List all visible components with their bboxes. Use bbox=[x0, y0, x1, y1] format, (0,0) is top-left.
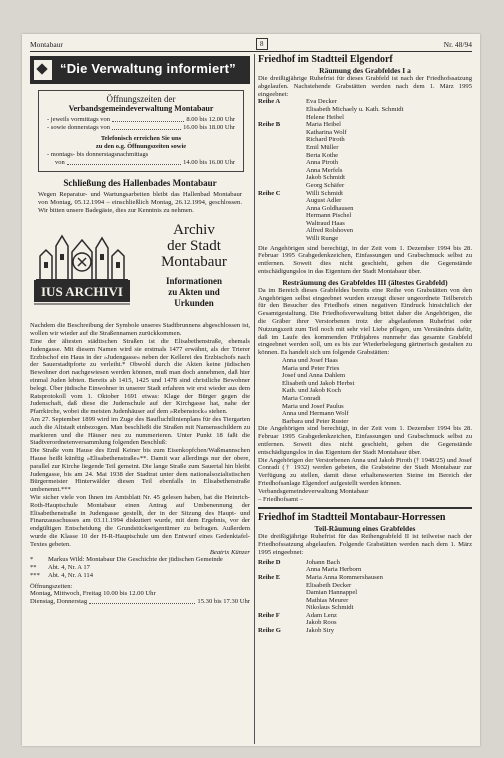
hours-row-label: - jeweils vormittags von bbox=[47, 116, 111, 123]
list-item: Johann Bach bbox=[306, 558, 340, 566]
list-item: Maria Anna Rommershausen bbox=[306, 573, 383, 581]
list-item: Josef und Anna Dahlem bbox=[282, 372, 346, 380]
archiv-paragraph: Die Straße vom Hause des Emil Keiner bis zum Eisenkopfchen/Waßmannschen Hause heißt künftig »Elisabethenstraße«**. Damit war allerdings nur der obere, parallel zur Kirche liegende Teil gemeint. Die lange Straße zum Sauertal hin bleibt Judengasse, bis am 24. Mai 1938 der Stadtrat unter dem nationalsozialistischen Bürgermeister Hinterwälder diesen Teil ebenfalls in Elisabethenstraße umbenennt.*** bbox=[30, 447, 250, 494]
banner-title: “Die Verwaltung informiert” bbox=[60, 61, 236, 76]
elgendorf-para: Die Angehörigen sind berechtigt, in der Zeit vom 1. Dezember 1994 bis 28. Februar 1995 Grabgedenkzeichen, Einfassungen und Grabschmuck selbst zu entfernen. Soweit dies nicht geschieht, gehen die Gegenstände entschädigungslos in das Eigentum der Stadt Montabaur über. bbox=[258, 244, 472, 276]
horressen-subtitle: Teil-Räumung eines Grabfeldes bbox=[314, 524, 416, 534]
archiv-subtitle bbox=[138, 276, 250, 309]
info-banner bbox=[30, 56, 250, 84]
logo-text: IUS ARCHIVI bbox=[41, 284, 123, 300]
footnote: * Markus Wild: Montabaur Die Geschichte der jüdischen Gemeinde bbox=[30, 556, 223, 564]
list-item: Elisabeth Michaely u. Kath. Schmidt bbox=[306, 105, 404, 113]
list-item: Katharina Wolf bbox=[306, 128, 347, 136]
table-row: Reihe F Adam Lenz Jakob Roos bbox=[258, 612, 383, 627]
right-column bbox=[258, 54, 472, 635]
archiv-paragraph: Eine der ältesten städtischen Straßen ist die Elisabethenstraße, ehemals Judengasse. Mit diesem Namen wird sie erstmals 1477 erwähnt, als der Trierer Erzbischof ein Haus in der »Judengasse« neben der Kellerei des Erzbischofs nach der Sauerstadtpforte zu verleiht.* Obwohl durch die Akten keine jüdischen Bewohner dort nachgewiesen werden können, muß man doch annehmen, daß hier einmal Juden lebten. Bereits ab 1415, 1425 und 1478 sind christliche Bewohner belegt. Über jüdische Einwohner in unserer Stadt erfahren wir erst wieder aus dem Ratsprotokoll vom 1. Oktober 1691 etwas: Klage der Bürger gegen die Judenschaft, daß diese die Judenschule auf der Kirchgasse hat, nahe der Pfarrkirche, wobei die meisten Judenhäuser auf dem »Rebenstock« stehen. bbox=[30, 337, 250, 416]
list-item: Maria und Peter Fries bbox=[282, 364, 340, 372]
header-rule bbox=[30, 51, 472, 52]
list-item: Richard Piroth bbox=[306, 136, 345, 144]
elgendorf-sign: Verbandsgemeindeverwaltung Montabaur bbox=[258, 487, 369, 495]
list-item: Jakob Schmidt bbox=[306, 174, 346, 182]
elgendorf-sign-2: – Friedhofsamt – bbox=[258, 495, 304, 503]
left-column bbox=[30, 54, 250, 606]
hours-row-value: 16.00 bis 18.00 Uhr bbox=[183, 124, 235, 131]
archiv-hours-title: Öffnungszeiten: bbox=[30, 582, 73, 590]
horressen-graves-table bbox=[258, 559, 383, 635]
table-row: Reihe C Willi Schmidt August Adler Anna Goldhausen Hermann Pischel Waltraud Haas Alfred Rolshoven Willi Runge bbox=[258, 190, 403, 243]
list-item: Willi Schmidt bbox=[306, 189, 343, 197]
header-left: Montabaur bbox=[30, 40, 63, 49]
list-item: Willi Runge bbox=[306, 235, 339, 243]
list-item: Jakob Roos bbox=[306, 619, 337, 627]
archiv-title bbox=[138, 222, 250, 270]
office-hours-box bbox=[38, 90, 244, 172]
issue-number: Nr. 48/94 bbox=[443, 40, 472, 49]
list-item: Eva Decker bbox=[306, 98, 337, 106]
archiv-hours-row: Dienstag, Donnerstag 15.30 bis 17.30 Uhr bbox=[30, 598, 250, 606]
archiv-title-line: Archiv bbox=[173, 222, 215, 239]
table-row: Reihe A Eva Decker Elisabeth Michaely u. Kath. Schmidt Helene Heibel bbox=[258, 98, 404, 121]
table-row: Reihe B Maria Heibel Katharina Wolf Richard Piroth Emil Müller Berta Kothe Anna Piroth Anna Merfels Jakob Schmidt Georg Schäfer bbox=[258, 121, 403, 189]
hours-row-value: 8.00 bis 12.00 Uhr bbox=[186, 116, 235, 123]
city-archive-logo bbox=[32, 222, 132, 318]
list-item: Maria Conradi bbox=[282, 395, 321, 402]
megaphone-icon bbox=[34, 60, 52, 80]
list-item: Elisabeth Decker bbox=[306, 581, 352, 589]
page-header bbox=[30, 38, 472, 50]
phone-title-2: zu den o.g. Öffnungszeiten sowie bbox=[95, 143, 187, 150]
list-item: Anna Merfels bbox=[306, 166, 343, 174]
pool-text: Wegen Reparatur- und Wartungsarbeiten bleibt das Hallenbad Montabaur von Montag, 05.12.1994 – einschließlich Montag, 26.12.1994, geschlossen. Wir bitten unsere Badegäste, dies zur Kenntnis zu nehmen. bbox=[38, 191, 242, 214]
table-row: Reihe E Maria Anna Rommershausen Elisabeth Decker Damian Hannappel Mathias Meurer Nikolaus Schmidt bbox=[258, 573, 383, 612]
newspaper-page bbox=[22, 34, 480, 746]
list-item: Anna und Josef Haas bbox=[282, 357, 338, 365]
section-rule bbox=[258, 507, 472, 509]
list-item: Hermann Pischel bbox=[306, 212, 352, 220]
list-item: Adam Lenz bbox=[306, 611, 337, 619]
office-hours-title: Öffnungszeiten der bbox=[106, 94, 176, 104]
elgendorf-para: Die Angehörigen sind berechtigt, in der Zeit vom 1. Dezember 1994 bis 28. Februar 1995 Grabgedenkzeichen, Einfassungen und Grabschmuck selbst zu entfernen. Soweit dies nicht geschieht, gehen die Gegenstände entschädigungslos in das Eigentum der Stadt Montabaur über. bbox=[258, 425, 472, 456]
table-row: Reihe D Johann Bach Anna Maria Herborn bbox=[258, 559, 383, 574]
list-item: Anna und Hermann Wolf bbox=[282, 410, 349, 418]
table-row: Reihe G Jakob Siry bbox=[258, 627, 383, 635]
elgendorf-para: Die Angehörigen der Verstorbenen Anna und Jakob Piroth († 1948/25) und Josef Conradi († 1932) werden gebeten, die Grabsteine der Stadt Montabaur zur Verfügung zu stellen, damit diese erhaltenswerten Steine im Bereich der Friedhofsanlage Elgendorf aufgestellt werden können. bbox=[258, 456, 472, 487]
list-item: August Adler bbox=[306, 197, 342, 205]
elgendorf-subtitle-2: Resträumung des Grabfeldes III (ältestes Grabfeld) bbox=[282, 277, 448, 287]
elgendorf-para: Da im Bereich dieses Grabfeldes bereits eine Reihe von Grabstätten von den Angehörigen selbst eingeebnet wurden erzeugt dieser ungeordnete Teilbereich für den Besucher des Friedhofs einen negativen Eindruck hinsichtlich der Gesamtgestaltung. Die Friedhofsverwaltung bittet daher die Angehörigen, die die Gräber ihrer Verstorbenen trotz der abgelaufenen Ruhefrist oder Nutzungszeit zum Teil noch mit sehr viel Liebe pflegen, um Verständnis dafür, daß im Laufe des kommenden Frühjahres nunmehr das gesamte Grabfeld eingeebnet werden soll, um es bis zur Wiederbelegung gärtnerisch gestalten zu können. Es handelt sich um folgende Grabstätten: bbox=[258, 286, 472, 357]
phone-row bbox=[47, 159, 235, 167]
list-item: Anna Piroth bbox=[306, 159, 339, 167]
hours-row bbox=[47, 124, 235, 132]
list-item: Maria Heibel bbox=[306, 121, 341, 129]
list-item: Alfred Rolshoven bbox=[306, 227, 354, 235]
footnote: ** Abt. 4, Nr. A 17 bbox=[30, 564, 90, 572]
archiv-paragraph: Nachdem die Beschreibung der Symbole unseres Stadtbrunnens abgeschlossen ist, wollen wir wieder auf die Straßennamen zurückkommen. bbox=[30, 322, 250, 338]
archiv-subtitle-line: zu Akten und bbox=[168, 287, 220, 298]
archiv-paragraph: Am 27. September 1899 wird im Zuge des Baufluchtlinienplans für des Tiergarten auch die Altstadt einbezogen. Man beschließt die Straßen mit Namensschildern zu markieren und die Häuser neu zu nummerieren. Unter Punkt 18 faßt die Stadtverordnetenversammlung folgenden Beschluß: bbox=[30, 415, 250, 447]
elgendorf-title: Friedhof im Stadtteil Elgendorf bbox=[258, 54, 393, 65]
list-item: Kath. und Jakob Koch bbox=[282, 387, 341, 395]
pool-title: Schließung des Hallenbades Montabaur bbox=[63, 178, 217, 188]
archiv-title-line: der Stadt bbox=[167, 238, 221, 255]
list-item: Nikolaus Schmidt bbox=[306, 604, 354, 612]
grave-names-list bbox=[258, 357, 472, 425]
archiv-paragraph: Wie sicher viele von Ihnen im Amtsblatt Nr. 45 gelesen haben, hat die Heinrich-Roth-Hauptschule Montabaur einen Antrag auf Umbenennung der Elisabethenstraße in Judengasse gestellt, der in der Sitzung des Haupt- und Finanzausschusses am 03.11.1994 diskutiert wurde, mit dem Ergebnis, vor der endgültigen Entscheidung die Grundstückseigentümer zu befragen. Außerdem wurde die Klasse 10 der H-R-Hauptschule um den Entwurf eines Gedenktafel-Textes gebeten. bbox=[30, 493, 250, 548]
archiv-hours-line: Montag, Mittwoch, Freitag 10.00 bis 12.00 Uhr bbox=[30, 590, 156, 598]
list-item: Waltraud Haas bbox=[306, 219, 345, 227]
page-number: 8 bbox=[256, 38, 268, 50]
phone-label: - montags- bis donnerstagsnachmittags bbox=[47, 151, 149, 158]
hours-row-label: - sowie donnerstags von bbox=[47, 124, 111, 131]
list-item: Damian Hannappel bbox=[306, 589, 358, 597]
list-item: Maria und Josef Paulus bbox=[282, 402, 344, 410]
horressen-intro: Die dreißigjährige Ruhefrist für das Reihengrabfeld II ist teilweise nach der Friedhofssatzung abgelaufen. Folgende Grabstätten werden nach dem 1. März 1995 eingeebnet: bbox=[258, 533, 472, 556]
list-item: Jakob Siry bbox=[306, 627, 335, 635]
list-item: Barbara und Peter Ruster bbox=[282, 417, 349, 425]
list-item: Berta Kothe bbox=[306, 151, 339, 159]
office-hours-subtitle: Verbandsgemeindeverwaltung Montabaur bbox=[68, 104, 214, 113]
list-item: Emil Müller bbox=[306, 143, 339, 151]
list-item: Anna Maria Herborn bbox=[306, 566, 362, 574]
list-item: Georg Schäfer bbox=[306, 181, 345, 189]
horressen-title: Friedhof im Stadtteil Montabaur-Horressen bbox=[258, 512, 446, 524]
archiv-subtitle-line: Urkunden bbox=[174, 298, 214, 309]
list-item: Elisabeth und Jakob Herbst bbox=[282, 379, 355, 387]
phone-row-value: 14.00 bis 16.00 Uhr bbox=[183, 159, 235, 166]
elgendorf-subtitle: Räumung des Grabfeldes I a bbox=[319, 66, 411, 75]
archiv-article bbox=[30, 322, 250, 606]
phone-row-label: von bbox=[55, 159, 65, 166]
archiv-header bbox=[30, 220, 250, 322]
hours-row bbox=[47, 116, 235, 124]
column-divider bbox=[254, 54, 255, 744]
archiv-signature: Beatrix Künzer bbox=[209, 548, 250, 556]
list-item: Anna Goldhausen bbox=[306, 204, 354, 212]
phone-title: Telefonisch erreichen Sie uns bbox=[100, 135, 182, 142]
list-item: Helene Heibel bbox=[306, 113, 344, 121]
list-item: Mathias Meurer bbox=[306, 596, 349, 604]
elgendorf-intro: Die dreißigjährige Ruhefrist für dieses Grabfeld ist nach der Friedhofssatzung abgelaufen. Nachstehende Grabstätten werden nach dem 1. März 1995 eingeebnet: bbox=[258, 75, 472, 98]
elgendorf-graves-table bbox=[258, 98, 403, 242]
footnote: *** Abt. 4, Nr. A 114 bbox=[30, 571, 93, 579]
archiv-title-line: Montabaur bbox=[161, 254, 227, 271]
archiv-subtitle-line: Informationen bbox=[166, 276, 222, 287]
